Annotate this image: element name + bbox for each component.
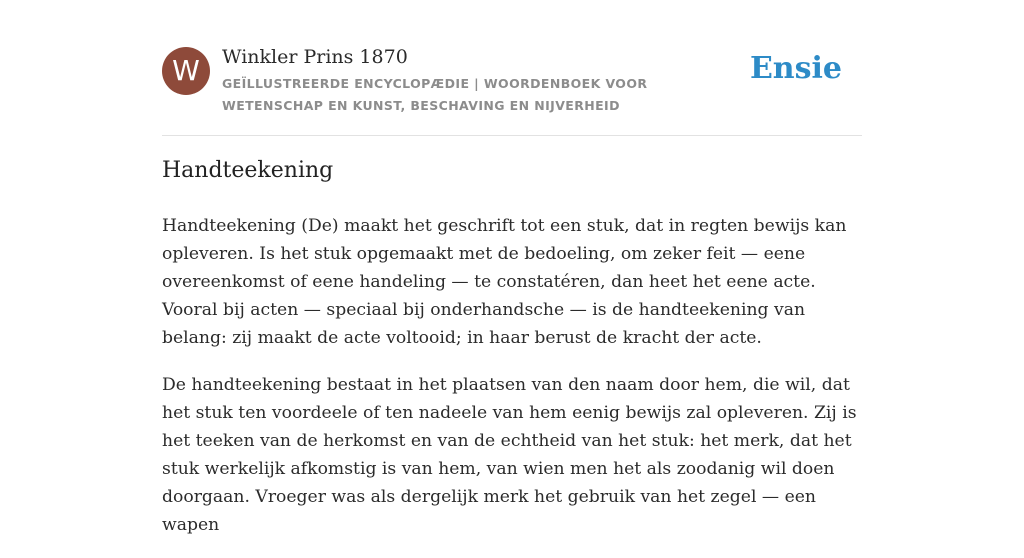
article-paragraph: De handteekening bestaat in het plaatsen van den naam door hem, die wil, dat het stuk ten voordeele of ten nadeele van hem eenig bewijs zal opleveren. Zij is het teeken van de herkomst en van de echtheid van het stuk: het merk, dat het stuk werkelijk afkomstig is van hem, van wien men het als zoodanig wil doen doorgaan. Vroeger was als dergelijk merk het gebruik van het zegel — een wapen: [162, 375, 857, 535]
source-subtitle: GEÏLLUSTREERDE ENCYCLOPÆDIE | WOORDENBOEK VOOR WETENSCHAP EN KUNST, BESCHAVING EN NIJVERHEID: [222, 76, 648, 113]
article-paragraph: Handteekening (De) maakt het geschrift tot een stuk, dat in regten bewijs kan opleveren. Is het stuk opgemaakt met de bedoeling, om zeker feit — eene overeenkomst of eene handeling — te constatéren, dan heet het eene acte. Vooral bij acten — speciaal bij onderhandsche — is de handteekening van belang: zij maakt de acte voltooid; in haar berust de kracht der acte.: [162, 216, 847, 348]
article-body: [162, 212, 864, 558]
source-title[interactable]: Winkler Prins 1870: [222, 46, 408, 68]
source-header: [162, 46, 862, 136]
header-divider: [162, 135, 862, 136]
ensie-logo[interactable]: Ensie: [749, 51, 842, 86]
article-title: Handteekening: [162, 158, 334, 183]
source-avatar[interactable]: W: [162, 47, 210, 95]
